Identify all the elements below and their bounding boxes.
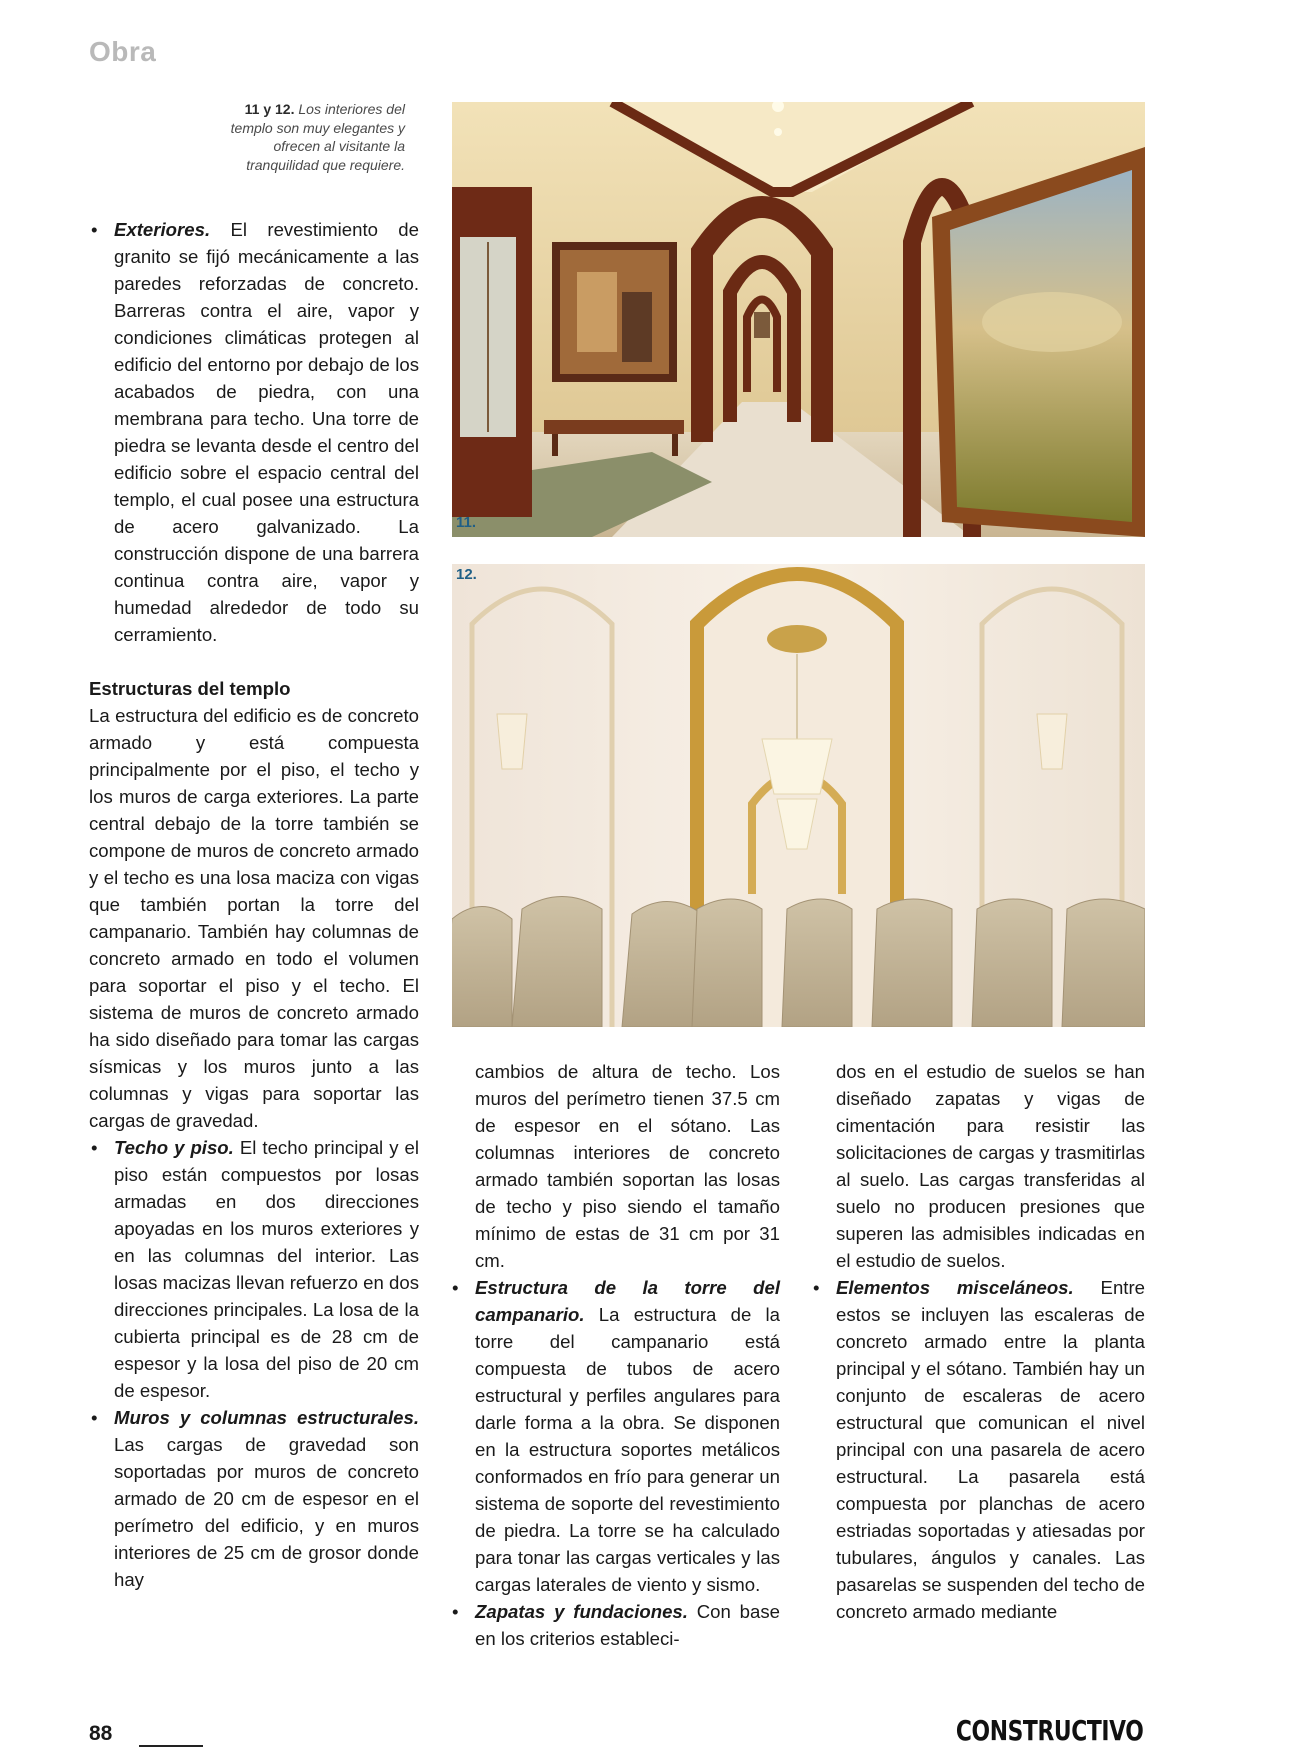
photo1-label: 11.: [456, 514, 477, 531]
bullet-text-muros: Las cargas de gravedad son soportadas por muros de concreto armado de 20 cm de espesor en el perímetro del edificio, y en muros interiores de 25 cm de grosor donde hay: [114, 1434, 419, 1590]
bullet-title-zapatas: Zapatas y fundaciones.: [475, 1601, 688, 1622]
column-1: [89, 216, 419, 1593]
bullet-title-techo: Techo y piso.: [114, 1137, 234, 1158]
bullet-text-zapatas: Con base en los criterios estableci-: [475, 1601, 781, 1649]
bullet-text-exteriores: El revestimiento de granito se fijó mecánicamente a las paredes reforzadas de concreto. Barreras contra el aire, vapor y condiciones climáticas protegen al edificio del entorno por debajo de los acabados de piedra, con una membrana para techo. Una torre de piedra se levanta desde el centro del edificio sobre el espacio central del templo, el cual posee una estructura de acero galvanizado. La construcción dispone de una barrera continua contra aire, vapor y humedad alrededor de todo su cerramiento.: [114, 219, 419, 645]
bullet-muros: [89, 1404, 419, 1593]
bullet-title-torre: Estructura de la torre del campanario.: [475, 1277, 780, 1325]
photo-celestial-room: [452, 564, 1145, 1027]
bullet-exteriores: [89, 216, 419, 648]
column-2: [450, 1058, 780, 1652]
bullet-text-torre: La estructura de la torre del campanario está compuesta de tubos de acero estructural y perfiles angulares para darle forma a la obra. Se disponen en la estructura soportes metálicos conformados en frío para generar un sistema de soporte del revestimiento de piedra. La torre se ha calculado para tonar las cargas verticales y las cargas laterales de viento y sismo.: [475, 1304, 780, 1595]
structure-paragraph: La estructura del edificio es de concreto armado y está compuesta principalmente por el piso, el techo y los muros de carga exteriores. La parte central debajo de la torre también se compone de muros de concreto armado y el techo es una losa maciza con vigas que también portan la torre del campanario. También hay columnas de concreto armado en todo el volumen para soportar el piso y el techo. El sistema de muros de concreto armado ha sido diseñado para tomar las cargas sísmicas y los muros junto a las columnas y vigas para soportar las cargas de gravedad.: [89, 705, 419, 1131]
section-heading: Estructuras del templo: [89, 678, 291, 699]
bullet-torre: [450, 1274, 780, 1598]
corridor-illustration: [452, 102, 1145, 537]
caption-text: Los interiores del templo son muy elegantes y ofrecen al visitante la tranquilidad que requiere.: [230, 101, 405, 173]
bullet-title-exteriores: Exteriores.: [114, 219, 211, 240]
section-tag: Obra: [89, 36, 157, 67]
footer-rule: [139, 1745, 203, 1747]
bullet-title-muros: Muros y columnas estructurales.: [114, 1407, 419, 1428]
column-2-continuation: cambios de altura de techo. Los muros del perímetro tienen 37.5 cm de espesor en el sótano. Las columnas interiores de concreto armado también soportan las losas de techo y piso siendo el tamaño mínimo de estas de 31 cm por 31 cm.: [475, 1061, 780, 1271]
photo-corridor: [452, 102, 1145, 537]
bullet-title-misc: Elementos misceláneos.: [836, 1277, 1074, 1298]
bullet-text-techo: El techo principal y el piso están compuestos por losas armadas en dos direcciones apoyadas en los muros exteriores y en las columnas del interior. Las losas macizas llevan refuerzo en dos direcciones principales. La losa de la cubierta principal es de 28 cm de espesor y la losa del piso de 20 cm de espesor.: [114, 1137, 419, 1401]
magazine-brand: CONSTRUCTIVO: [955, 1714, 1143, 1747]
photo-caption: [200, 100, 405, 174]
column-3-continuation: dos en el estudio de suelos se han diseñado zapatas y vigas de cimentación para resistir las solicitaciones de cargas y trasmitirlas al suelo. Las cargas transferidas al suelo no producen presiones que superen las admisibles indicadas en el estudio de suelos.: [836, 1061, 1145, 1271]
bullet-text-misc: Entre estos se incluyen las escaleras de concreto armado entre la planta principal y el sótano. También hay un conjunto de escaleras de acero estructural que comunican el nivel principal con una pasarela de acero estructural. La pasarela está compuesta por planchas de acero estriadas soportadas y atiesadas por tubulares, ángulos y canales. Las pasarelas se suspenden del techo de concreto armado mediante: [836, 1277, 1145, 1622]
bullet-misc: [811, 1274, 1145, 1625]
bullet-zapatas: [450, 1598, 780, 1652]
photo2-label: 12.: [456, 566, 477, 583]
column-3: [811, 1058, 1145, 1625]
caption-number: 11 y 12.: [244, 101, 295, 117]
bullet-techo: [89, 1134, 419, 1404]
page-number: 88: [89, 1722, 113, 1745]
room-illustration: [452, 564, 1145, 1027]
